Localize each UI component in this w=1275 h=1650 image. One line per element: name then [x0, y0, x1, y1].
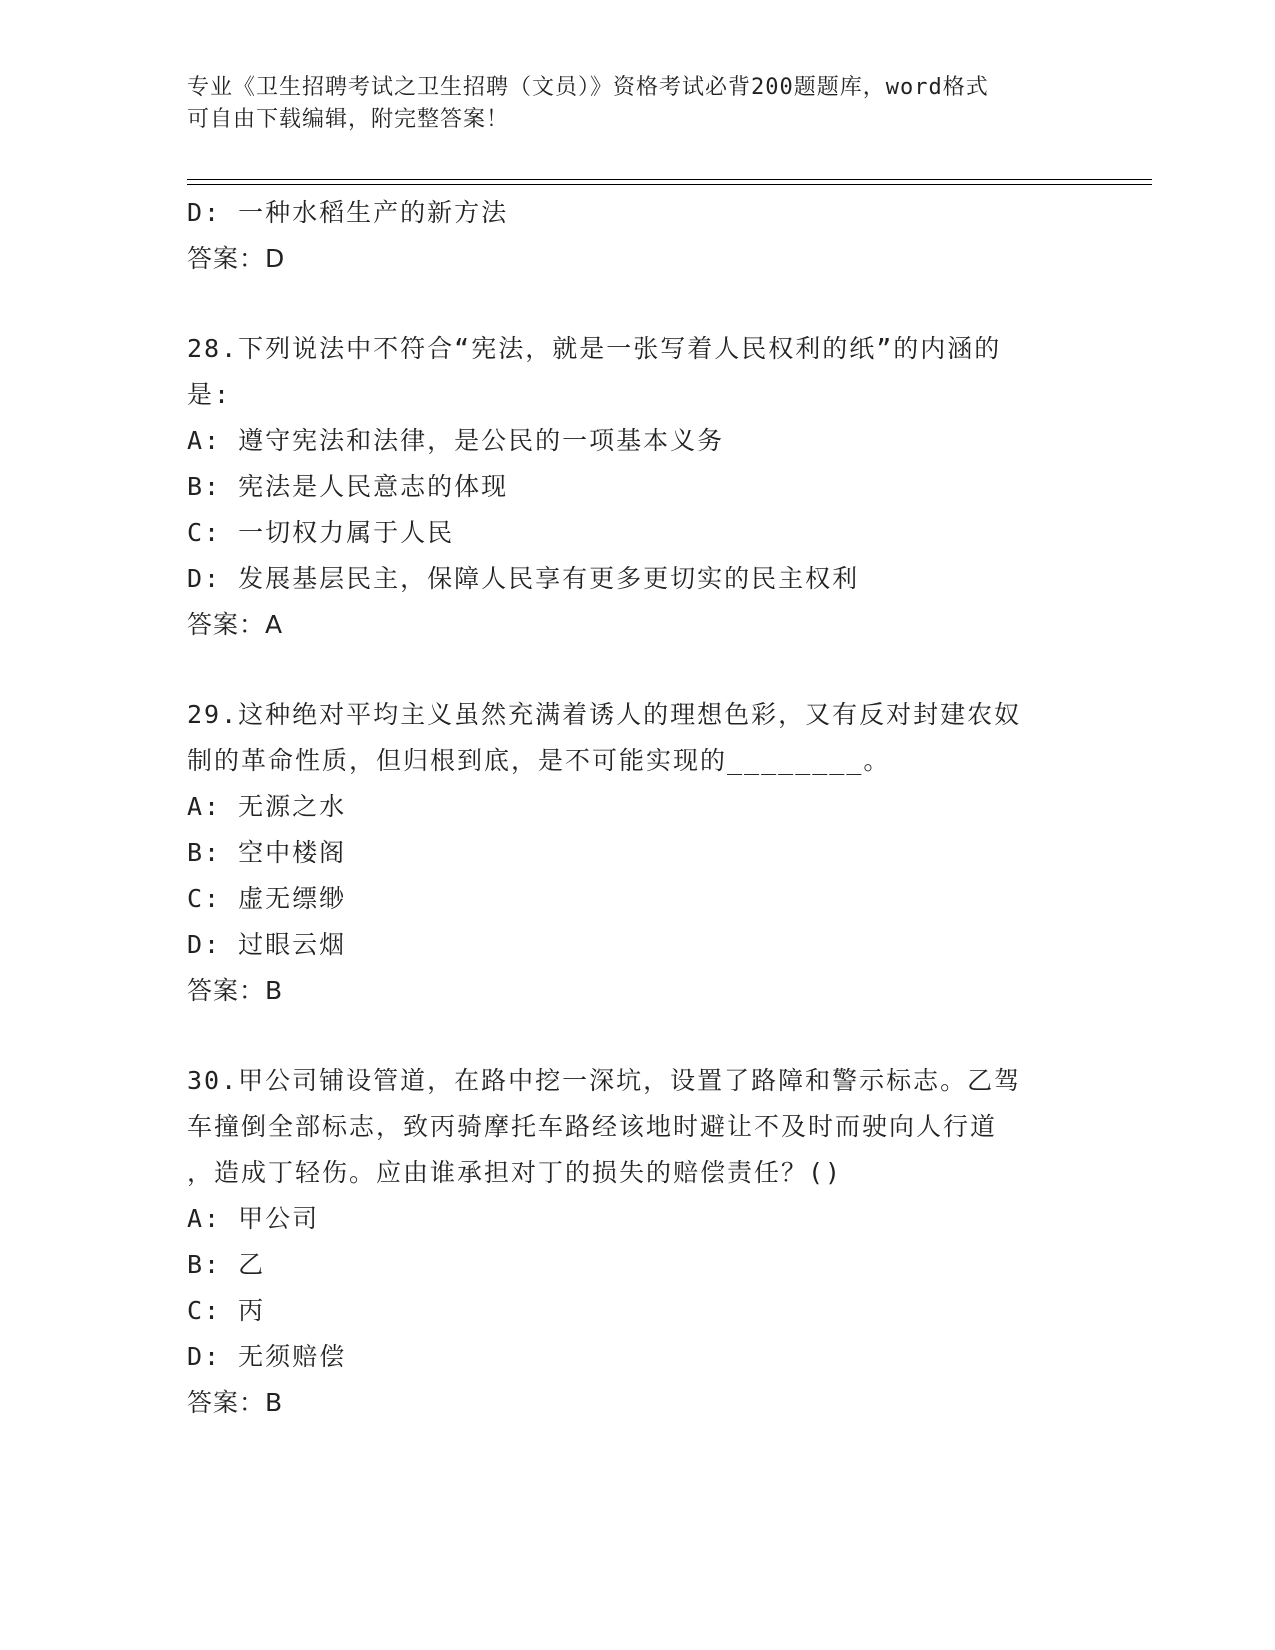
option-c: C: 虚无缥缈	[187, 884, 347, 913]
option-b: B: 宪法是人民意志的体现	[187, 472, 509, 501]
option-b: B: 空中楼阁	[187, 838, 347, 867]
answer-label: 答案：D	[187, 244, 286, 273]
header-line-1: 专业《卫生招聘考试之卫生招聘（文员）》资格考试必背200题题库，word格式	[187, 75, 989, 100]
question-27-tail	[187, 190, 1087, 282]
question-stem: 30.甲公司铺设管道，在路中挖一深坑，设置了路障和警示标志。乙驾	[187, 1066, 1022, 1095]
option-b: B: 乙	[187, 1250, 266, 1279]
question-stem: 车撞倒全部标志，致丙骑摩托车路经该地时避让不及时而驶向人行道	[187, 1112, 998, 1141]
question-stem: 制的革命性质，但归根到底，是不可能实现的________。	[187, 746, 891, 775]
option-a: A: 甲公司	[187, 1204, 320, 1233]
option-a: A: 无源之水	[187, 792, 347, 821]
question-29	[187, 692, 1087, 1014]
header-line-2: 可自由下载编辑，附完整答案！	[187, 107, 510, 132]
question-stem: ，造成丁轻伤。应由谁承担对丁的损失的赔偿责任？()	[187, 1158, 843, 1187]
question-28	[187, 326, 1087, 648]
option-c: C: 一切权力属于人民	[187, 518, 455, 547]
option-d: D: 发展基层民主，保障人民享有更多更切实的民主权利	[187, 564, 860, 593]
answer-label: 答案：A	[187, 610, 284, 639]
question-30	[187, 1058, 1087, 1426]
document-header	[187, 72, 1087, 136]
question-stem: 29.这种绝对平均主义虽然充满着诱人的理想色彩，又有反对封建农奴	[187, 700, 1022, 729]
option-d: D: 无须赔偿	[187, 1342, 347, 1371]
header-rule-bottom	[187, 184, 1152, 185]
question-stem: 是:	[187, 380, 232, 409]
answer-label: 答案：B	[187, 976, 284, 1005]
option-d: D: 过眼云烟	[187, 930, 347, 959]
question-stem: 28.下列说法中不符合“宪法，就是一张写着人民权利的纸”的内涵的	[187, 334, 1002, 363]
option-a: A: 遵守宪法和法律，是公民的一项基本义务	[187, 426, 725, 455]
option-d: D: 一种水稻生产的新方法	[187, 198, 509, 227]
answer-label: 答案：B	[187, 1388, 284, 1417]
header-rule-top	[187, 179, 1152, 180]
question-list	[187, 190, 1087, 1426]
option-c: C: 丙	[187, 1296, 266, 1325]
